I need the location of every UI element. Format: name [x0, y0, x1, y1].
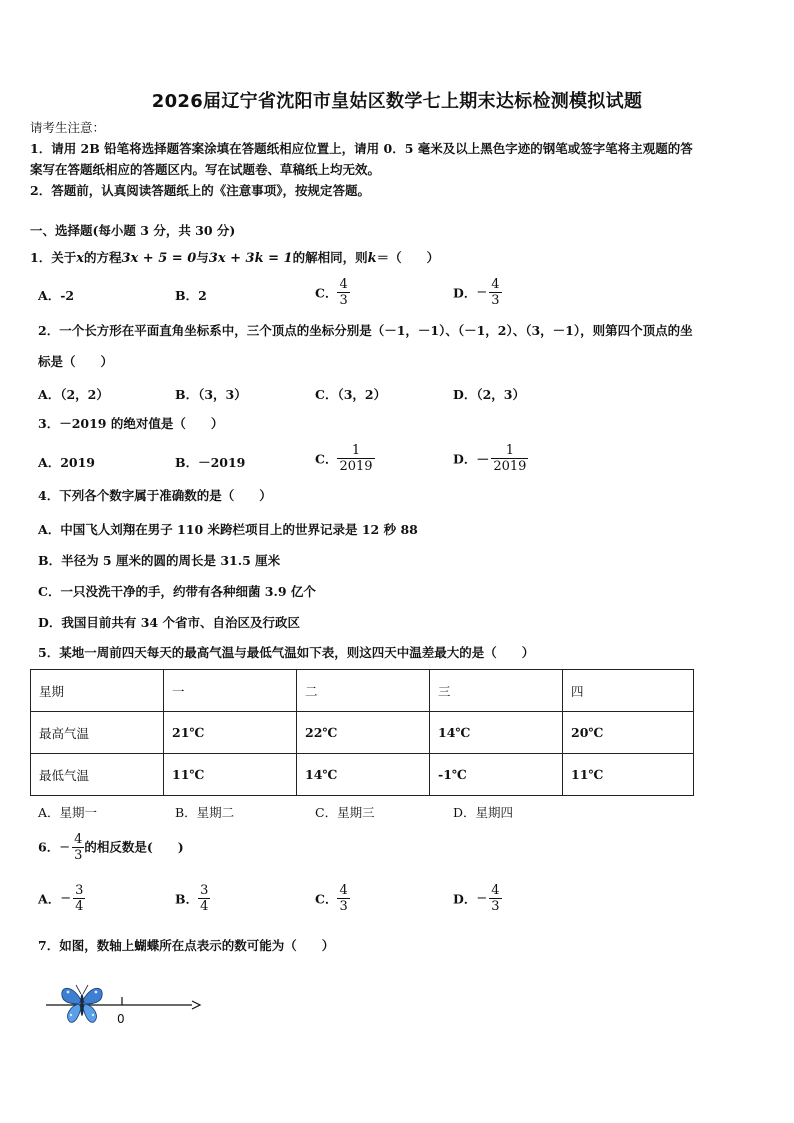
q6-option-c: C． $\frac{4}{3}$	[315, 883, 348, 914]
axis-arrow-icon	[192, 1001, 200, 1009]
q3-option-c-fraction: $\frac{1}{2019}$	[339, 443, 373, 474]
section-heading: 一、选择题(每小题 3 分，共 30 分)	[30, 223, 236, 238]
table-cell: 20℃	[563, 712, 694, 754]
table-cell: 14℃	[430, 712, 563, 754]
table-cell: 星期	[31, 670, 164, 712]
table-cell: 最低气温	[31, 754, 164, 796]
number-line-figure	[40, 978, 210, 1038]
question-4: 4．下列各个数字属于准确数的是（ ）	[38, 488, 272, 503]
q1-equation-2: 3x + 3k = 1	[208, 251, 293, 266]
zero-label: 0	[117, 1012, 125, 1026]
butterfly-icon	[62, 985, 102, 1022]
table-row	[31, 754, 694, 796]
q4-option-b: B．半径为 5 厘米的圆的周长是 31.5 厘米	[38, 553, 281, 568]
q2-option-c: C．（3，2）	[315, 387, 387, 402]
q1-var-k: k	[367, 251, 377, 266]
notice-item-2: 2．答题前，认真阅读答题纸上的《注意事项》，按规定答题。	[30, 183, 370, 198]
q3-option-a: A．2019	[38, 455, 95, 470]
q5-option-b: B．星期二	[175, 805, 235, 820]
q1-prefix: 1．关于	[30, 250, 77, 265]
q1-mid-2: 与	[196, 250, 209, 265]
q1-mid-3: 的解相同，则	[292, 250, 368, 265]
table-cell: 14℃	[297, 754, 430, 796]
question-1	[30, 250, 439, 267]
table-cell: 11℃	[164, 754, 297, 796]
q1-option-b: B．2	[175, 288, 207, 303]
q4-option-c: C．一只没洗干净的手，约带有各种细菌 3.9 亿个	[38, 584, 316, 599]
question-2-line-2: 标是（ ）	[38, 354, 114, 369]
q1-equation-1: 3x + 5 = 0	[121, 251, 197, 266]
q6-option-c-fraction: $\frac{4}{3}$	[339, 883, 348, 914]
q6-option-b-fraction: $\frac{3}{4}$	[200, 883, 209, 914]
q6-option-b: B． $\frac{3}{4}$	[175, 883, 209, 914]
question-7: 7．如图，数轴上蝴蝶所在点表示的数可能为（ ）	[38, 938, 335, 953]
table-header-row	[31, 670, 694, 712]
q1-option-c-fraction: $\frac{4}{3}$	[339, 277, 348, 308]
table-row	[31, 712, 694, 754]
notice-heading: 请考生注意：	[30, 120, 106, 135]
table-cell: 二	[297, 670, 430, 712]
table-cell: 11℃	[563, 754, 694, 796]
q6-fraction: $\frac{4}{3}$	[74, 832, 83, 863]
table-cell: 一	[164, 670, 297, 712]
q5-option-a: A．星期一	[38, 805, 98, 820]
q1-var-x: x	[76, 251, 84, 266]
notice-item-1-line-2: 案写在答题纸相应的答题区内。写在试题卷、草稿纸上均无效。	[30, 162, 381, 177]
table-cell: 最高气温	[31, 712, 164, 754]
page-title: 2026届辽宁省沈阳市皇姑区数学七上期末达标检测模拟试题	[151, 91, 643, 112]
question-6: 6．− $\frac{4}{3}$ 的相反数是( )	[38, 832, 184, 863]
q6-option-d: D．− $\frac{4}{3}$	[453, 883, 500, 914]
q2-option-b: B．（3，3）	[175, 387, 247, 402]
temperature-table	[30, 669, 694, 796]
q4-option-a: A．中国飞人刘翔在男子 110 米跨栏项目上的世界记录是 12 秒 88	[38, 522, 418, 537]
q1-mid-1: 的方程	[83, 250, 122, 265]
q2-option-d: D．（2，3）	[453, 387, 525, 402]
question-5: 5．某地一周前四天每天的最高气温与最低气温如下表，则这四天中温差最大的是（ ）	[38, 645, 535, 660]
q1-option-c: C． $\frac{4}{3}$	[315, 277, 348, 308]
q3-option-d-fraction: $\frac{1}{2019}$	[493, 443, 527, 474]
q5-option-c: C．星期三	[315, 805, 375, 820]
q1-tail: ＝（ ）	[376, 250, 440, 265]
q3-option-d: D．－ $\frac{1}{2019}$	[453, 443, 527, 474]
table-cell: 22℃	[297, 712, 430, 754]
question-2-line-1: 2．一个长方形在平面直角坐标系中，三个顶点的坐标分别是（－1，－1）、（－1，2）、（3，－1），则第四个顶点的坐	[38, 323, 693, 338]
table-cell: 三	[430, 670, 563, 712]
table-cell: 21℃	[164, 712, 297, 754]
q6-option-d-fraction: $\frac{4}{3}$	[491, 883, 500, 914]
question-3: 3．－2019 的绝对值是（ ）	[38, 416, 224, 431]
q3-option-c: C． $\frac{1}{2019}$	[315, 443, 373, 474]
table-cell: -1℃	[430, 754, 563, 796]
q2-option-a: A．（2，2）	[38, 387, 109, 402]
q3-option-b: B．－2019	[175, 455, 246, 470]
q5-option-d: D．星期四	[453, 805, 514, 820]
q1-option-d-fraction: $\frac{4}{3}$	[491, 277, 500, 308]
q1-option-d: D．− $\frac{4}{3}$	[453, 277, 500, 308]
table-cell: 四	[563, 670, 694, 712]
q6-option-a-fraction: $\frac{3}{4}$	[75, 883, 84, 914]
q1-option-a: A．-2	[38, 288, 75, 303]
q6-option-a: A．− $\frac{3}{4}$	[38, 883, 84, 914]
q4-option-d: D．我国目前共有 34 个省市、自治区及行政区	[38, 615, 300, 630]
notice-item-1-line-1: 1．请用 2B 铅笔将选择题答案涂填在答题纸相应位置上，请用 0．5 毫米及以上黑色字迹的钢笔或签字笔将主观题的答	[30, 141, 693, 156]
